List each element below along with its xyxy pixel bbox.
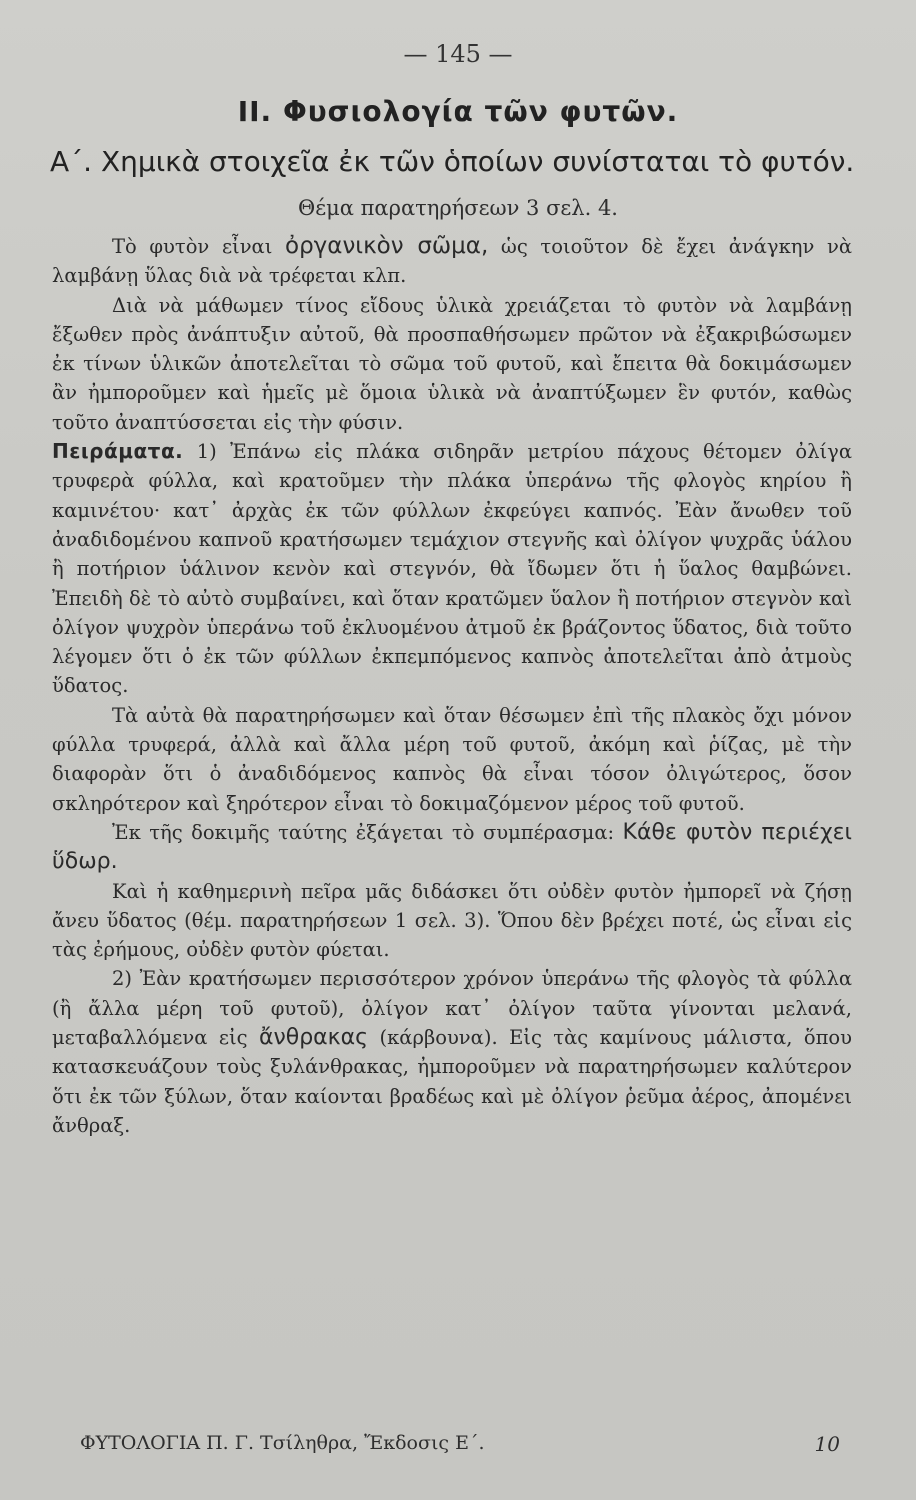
topic-reference: Θέμα παρατηρήσεων 3 σελ. 4.: [298, 196, 618, 220]
emphasis-conclusion: Κάθε φυτὸν περιέχει ὕδωρ.: [52, 819, 852, 875]
paragraph-organic-body: Τὸ φυτὸν εἶναι ὀργανικὸν σῶμα, ὡς τοιοῦτον δὲ ἔχει ἀνάγκην νὰ λαμβάνῃ ὕλας διὰ νὰ τρέφεται κλπ.: [52, 233, 852, 288]
experiments-label: Πειράματα.: [52, 439, 184, 464]
paragraph-experiments: Πειράματα. 1) Ἐπάνω εἰς πλάκα σιδηρᾶν μετρίου πάχους θέτομεν ὀλίγα τρυφερὰ φύλλα, καὶ κρατοῦμεν τὴν πλάκα ὑπεράνω τῆς φλογὸς κηρίου ἢ καμινέτου· κατ᾽ ἀρχὰς ἐκ τῶν φύλλων ἐκφεύγει καπνός. Ἐὰν ἄνωθεν τοῦ ἀναδιδομένου καπνοῦ κρατήσωμεν τεμάχιον στεγνῆς καὶ ὀλίγον ψυχρᾶς ὑάλου ἢ ποτήριον ὑάλινον κενὸν καὶ στεγνόν, θὰ ἴδωμεν ὅτι ἡ ὕαλος θαμβώνει. Ἐπειδὴ δὲ τὸ αὐτὸ συμβαίνει, καὶ ὅταν κρατῶμεν ὕαλον ἢ ποτήριον στεγνὸν καὶ ὀλίγον ψυχρὸν ὑπεράνω τοῦ ἐκλυομένου ἀτμοῦ ἐκ βράζοντος ὕδατος, διὰ τοῦτο λέγομεν ὅτι ὁ ἐκ τῶν φύλλων ἐκπεμπόμενος καπνὸς ἀποτελεῖται ἀπὸ ἀτμοὺς ὕδατος.: [52, 439, 852, 698]
emphasis-organic-body: ὀργανικὸν σῶμα,: [285, 233, 489, 259]
footer-signature-number: 10: [814, 1432, 840, 1456]
body-text: [52, 232, 852, 1140]
paragraph-daily-experience: Καὶ ἡ καθημερινὴ πεῖρα μᾶς διδάσκει ὅτι οὐδὲν φυτὸν ἠμπορεῖ νὰ ζήσῃ ἄνευ ὕδατος (θέμ. παρατηρήσεων 1 σελ. 3). Ὅπου δὲν βρέχει ποτέ, ὡς εἶναι εἰς τὰς ἐρήμους, οὐδὲν φυτὸν φύεται.: [52, 879, 852, 962]
paragraph-carbon: 2) Ἐὰν κρατήσωμεν περισσότερον χρόνον ὑπεράνω τῆς φλογὸς τὰ φύλλα (ἢ ἄλλα μέρη τοῦ φυτοῦ), ὀλίγον κατ᾽ ὀλίγον ταῦτα γίνονται μελανά, μεταβαλλόμενα εἰς ἄνθρακας (κάρβουνα). Εἰς τὰς καμίνους μάλιστα, ὅπου κατασκευάζουν τοὺς ξυλάνθρακας, ἠμποροῦμεν νὰ παρατηρήσωμεν καλύτερον ὅτι ἐκ τῶν ξύλων, ὅταν καίονται βραδέως καὶ μὲ ὀλίγον ῥεῦμα ἀέρος, ἀπομένει ἄνθραξ.: [52, 967, 852, 1137]
paragraph-materials: Διὰ νὰ μάθωμεν τίνος εἴδους ὑλικὰ χρειάζεται τὸ φυτὸν νὰ λαμβάνῃ ἔξωθεν πρὸς ἀνάπτυξιν αὐτοῦ, θὰ προσπαθήσωμεν πρῶτον νὰ ἐξακριβώσωμεν ἐκ τίνων ὑλικῶν ἀποτελεῖται τὸ σῶμα τοῦ φυτοῦ, καὶ ἔπειτα θὰ δοκιμάσωμεν ἂν ἠμποροῦμεν καὶ ἡμεῖς μὲ ὅμοια ὑλικὰ νὰ ἀναπτύξωμεν ἓν φυτόν, καθὼς τοῦτο ἀναπτύσσεται εἰς τὴν φύσιν.: [52, 293, 852, 434]
emphasis-carbon: ἄνθρακας: [258, 1025, 369, 1051]
paragraph-conclusion: Ἐκ τῆς δοκιμῆς ταύτης ἐξάγεται τὸ συμπέρασμα: Κάθε φυτὸν περιέχει ὕδωρ.: [52, 819, 852, 875]
subsection-title: Α΄. Χημικὰ στοιχεῖα ἐκ τῶν ὁποίων συνίσταται τὸ φυτόν.: [50, 145, 855, 178]
footer-book-title: ΦΥΤΟΛΟΓΙΑ Π. Γ. Τσίληθρα, Ἔκδοσις Ε΄.: [80, 1432, 485, 1454]
section-title: II. Φυσιολογία τῶν φυτῶν.: [237, 95, 679, 128]
page-number: — 145 —: [403, 40, 513, 68]
paragraph-other-parts: Τὰ αὐτὰ θὰ παρατηρήσωμεν καὶ ὅταν θέσωμεν ἐπὶ τῆς πλακὸς ὄχι μόνον φύλλα τρυφερά, ἀλλὰ καὶ ἄλλα μέρη τοῦ φυτοῦ, ἀκόμη καὶ ῥίζας, μὲ τὴν διαφορὰν ὅτι ὁ ἀναδιδόμενος καπνὸς θὰ εἶναι τόσον ὀλιγώτερος, ὅσον σκληρότερον καὶ ξηρότερον εἶναι τὸ δοκιμαζόμενον μέρος τοῦ φυτοῦ.: [52, 703, 852, 815]
